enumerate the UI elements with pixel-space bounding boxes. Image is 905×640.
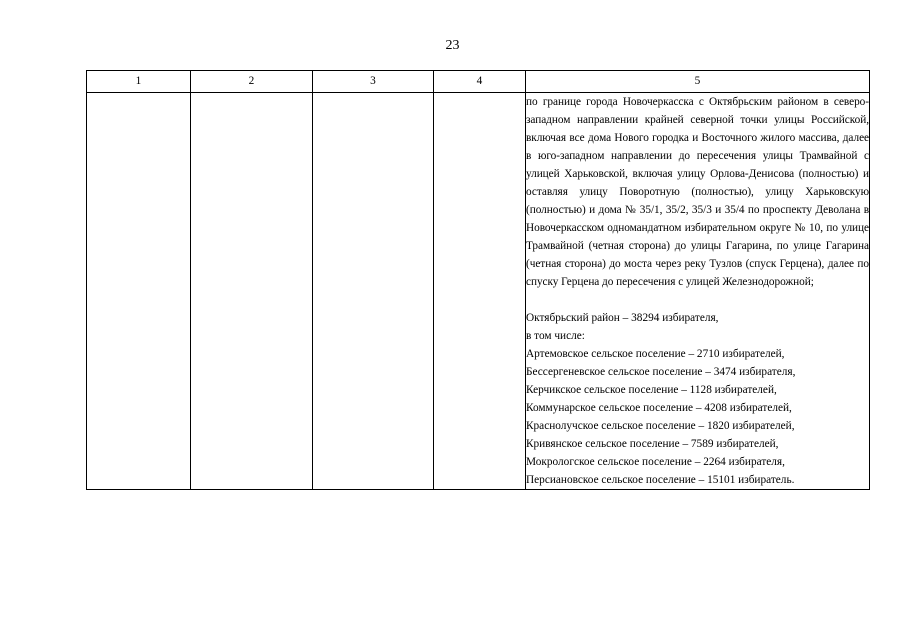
boundary-description-cell <box>526 93 870 490</box>
empty-cell-4 <box>434 93 526 490</box>
district-table <box>86 70 870 490</box>
page-number: 23 <box>445 38 460 53</box>
district-including-line: в том числе: <box>526 330 585 342</box>
paragraph-spacer <box>526 291 869 309</box>
column-header-1: 1 <box>87 71 191 93</box>
empty-cell-2 <box>191 93 313 490</box>
empty-cell-1 <box>87 93 191 490</box>
settlement-line: Артемовское сельское поселение – 2710 избирателей, <box>526 348 785 360</box>
settlement-line: Керчикское сельское поселение – 1128 избирателей, <box>526 384 777 396</box>
table-row <box>87 93 870 490</box>
column-header-4: 4 <box>434 71 526 93</box>
column-header-5: 5 <box>526 71 870 93</box>
settlement-line: Бессергеневское сельское поселение – 3474 избирателя, <box>526 366 796 378</box>
settlement-line: Краснолучское сельское поселение – 1820 избирателей, <box>526 420 795 432</box>
table-header-row <box>87 71 870 93</box>
boundary-description: по границе города Новочеркасска с Октябрьским районом в северо-западном направлении крайней северной точки улицы Российской, включая все дома Нового городка и Восточного жилого массива, далее в юго-западном направлении до пересечения улицы Трамвайной с улицей Харьковской, включая улицу Орлова-Денисова (полностью) и оставляя улицу Поворотную (полностью), улицу Харьковскую (полностью) и дома № 35/1, 35/2, 35/3 и 35/4 по проспекту Деволана в Новочеркасском одномандатном избирательном округе № 10, по улице Трамвайной (четная сторона) до улицы Гагарина, по улице Гагарина (четная сторона) до моста через реку Тузлов (спуск Герцена), далее по спуску Герцена до пересечения с улицей Железнодорожной; <box>526 96 869 288</box>
column-header-3: 3 <box>313 71 434 93</box>
column-header-2: 2 <box>191 71 313 93</box>
settlement-line: Персиановское сельское поселение – 15101 избиратель. <box>526 474 795 486</box>
empty-cell-3 <box>313 93 434 490</box>
district-total-line: Октябрьский район – 38294 избирателя, <box>526 312 719 324</box>
settlement-line: Коммунарское сельское поселение – 4208 избирателей, <box>526 402 792 414</box>
settlement-line: Кривянское сельское поселение – 7589 избирателей, <box>526 438 779 450</box>
settlement-line: Мокрологское сельское поселение – 2264 избирателя, <box>526 456 785 468</box>
